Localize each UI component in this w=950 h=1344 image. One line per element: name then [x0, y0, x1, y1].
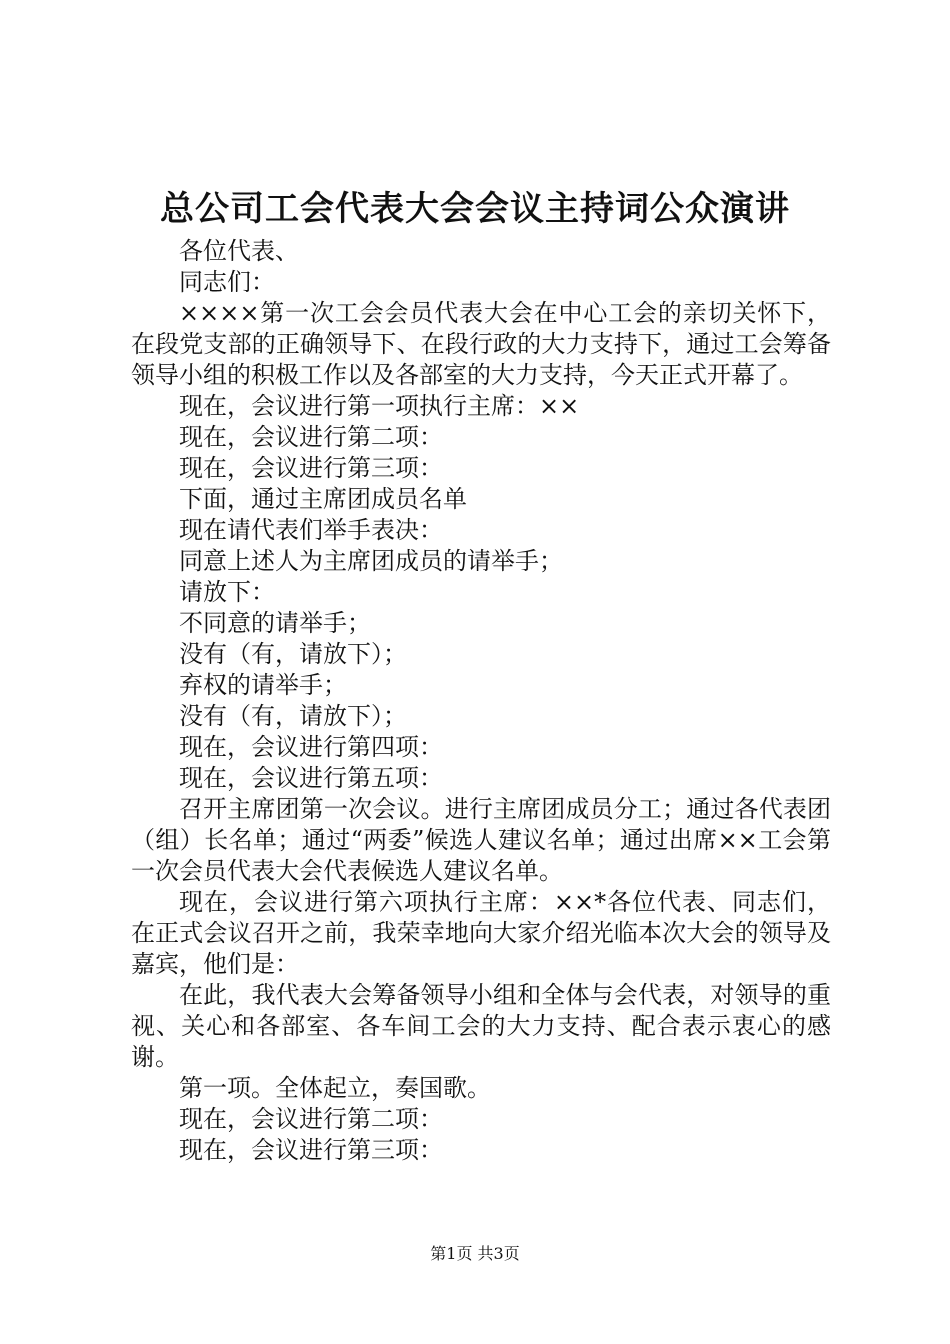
paragraph: 召开主席团第一次会议。进行主席团成员分工；通过各代表团（组）长名单；通过“两委”候选人建议名单；通过出席××工会第一次会员代表大会代表候选人建议名单。 [131, 795, 831, 885]
paragraph: 现在请代表们举手表决： [179, 516, 443, 544]
paragraph: 同志们： [179, 268, 275, 296]
page-number-footer: 第1页 共3页 [430, 1244, 520, 1263]
paragraph: 现在，会议进行第二项： [179, 1105, 443, 1133]
paragraph: 现在，会议进行第五项： [179, 764, 443, 792]
paragraph: 请放下： [179, 578, 275, 606]
paragraph: 同意上述人为主席团成员的请举手； [179, 547, 563, 575]
paragraph: 在此，我代表大会筹备领导小组和全体与会代表，对领导的重视、关心和各部室、各车间工会的大力支持、配合表示衷心的感谢。 [131, 981, 831, 1071]
paragraph: 弃权的请举手； [179, 671, 347, 699]
document-body [131, 236, 831, 1166]
paragraph: 现在，会议进行第六项执行主席：××*各位代表、同志们，在正式会议召开之前，我荣幸地向大家介绍光临本次大会的领导及嘉宾，他们是： [131, 888, 831, 978]
paragraph: 不同意的请举手； [179, 609, 371, 637]
paragraph: 现在，会议进行第四项： [179, 733, 443, 761]
paragraph: 没有（有，请放下）； [179, 702, 407, 730]
paragraph: 现在，会议进行第三项： [179, 454, 443, 482]
document-title: 总公司工会代表大会会议主持词公众演讲 [160, 189, 790, 229]
paragraph: 现在，会议进行第三项： [179, 1136, 443, 1164]
paragraph: ××××第一次工会会员代表大会在中心工会的亲切关怀下，在段党支部的正确领导下、在段行政的大力支持下，通过工会筹备领导小组的积极工作以及各部室的大力支持，今天正式开幕了。 [131, 299, 831, 389]
paragraph: 现在，会议进行第二项： [179, 423, 443, 451]
paragraph: 第一项。全体起立，奏国歌。 [179, 1074, 491, 1102]
paragraph: 现在，会议进行第一项执行主席：×× [179, 392, 580, 420]
paragraph: 各位代表、 [179, 237, 299, 265]
paragraph: 没有（有，请放下）； [179, 640, 407, 668]
paragraph: 下面，通过主席团成员名单 [179, 485, 467, 513]
